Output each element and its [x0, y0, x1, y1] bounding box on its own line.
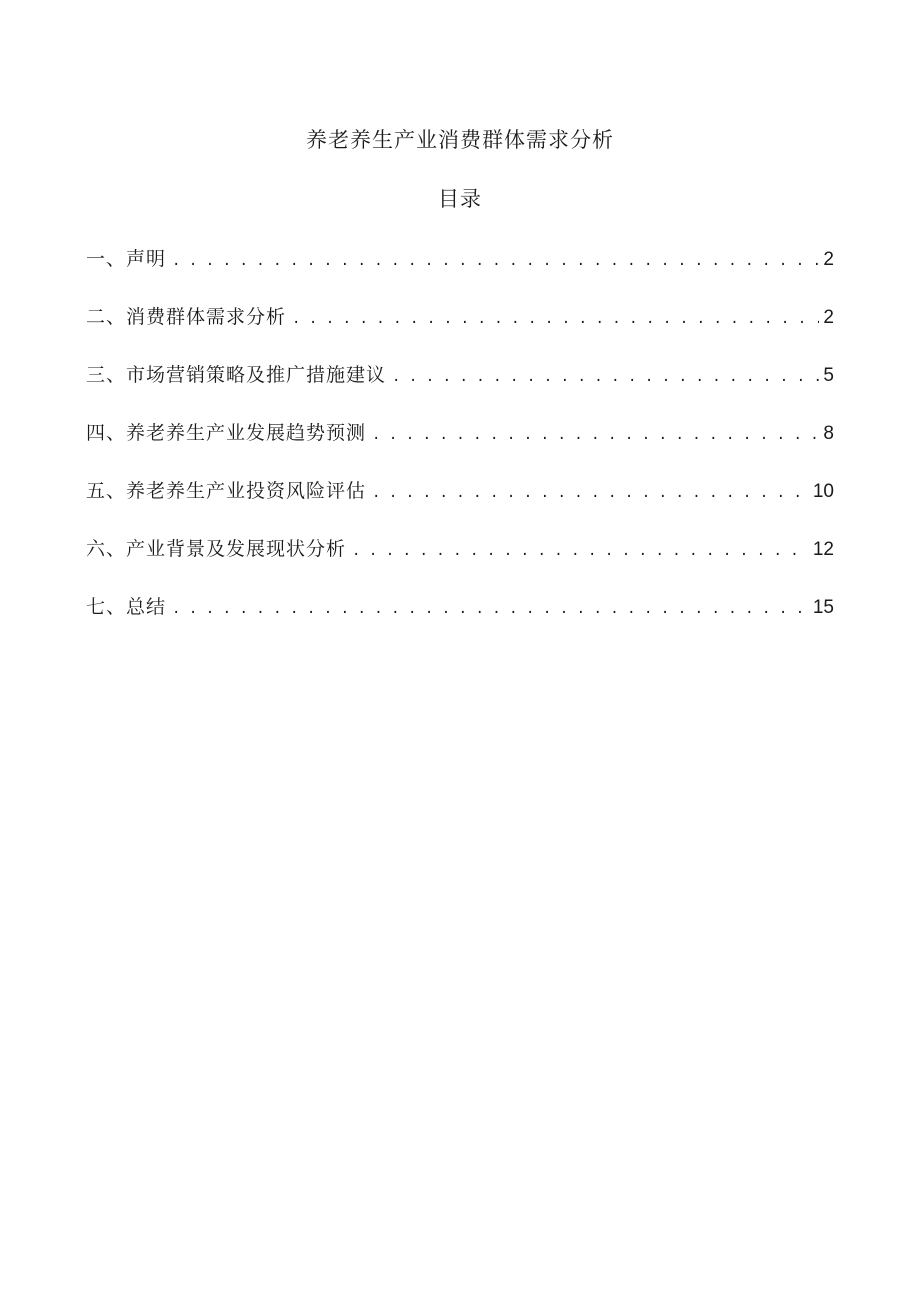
toc-dot-leader [392, 362, 819, 392]
toc-heading: 目录 [438, 187, 482, 211]
toc-dot-leader [172, 594, 809, 624]
toc-entry-label: 二、消费群体需求分析 [86, 306, 287, 328]
toc-entry-page-number: 2 [823, 307, 834, 328]
toc-entry-label: 三、市场营销策略及推广措施建议 [86, 364, 387, 386]
toc-entry[interactable] [86, 534, 834, 592]
toc-entry-label: 一、声明 [86, 248, 167, 270]
toc-entry[interactable] [86, 302, 834, 360]
toc-entry-label: 四、养老养生产业发展趋势预测 [86, 422, 367, 444]
toc-dot-leader [292, 304, 819, 334]
toc-entry-label: 六、产业背景及发展现状分析 [86, 538, 347, 560]
toc-entry-label: 五、养老养生产业投资风险评估 [86, 480, 367, 502]
toc-entry-page-number: 5 [823, 365, 834, 386]
table-of-contents [86, 244, 834, 650]
toc-entry-page-number: 15 [812, 597, 834, 618]
toc-dot-leader [372, 420, 819, 450]
toc-entry-label: 七、总结 [86, 596, 167, 618]
toc-entry-page-number: 12 [812, 539, 834, 560]
toc-entry[interactable] [86, 476, 834, 534]
toc-entry[interactable] [86, 592, 834, 650]
toc-entry[interactable] [86, 418, 834, 476]
toc-dot-leader [372, 478, 809, 508]
toc-entry[interactable] [86, 360, 834, 418]
toc-entry-page-number: 2 [823, 249, 834, 270]
toc-entry[interactable] [86, 244, 834, 302]
toc-dot-leader [172, 246, 819, 276]
toc-entry-page-number: 8 [823, 423, 834, 444]
document-title: 养老养生产业消费群体需求分析 [306, 128, 614, 152]
toc-dot-leader [352, 536, 809, 566]
toc-entry-page-number: 10 [812, 481, 834, 502]
